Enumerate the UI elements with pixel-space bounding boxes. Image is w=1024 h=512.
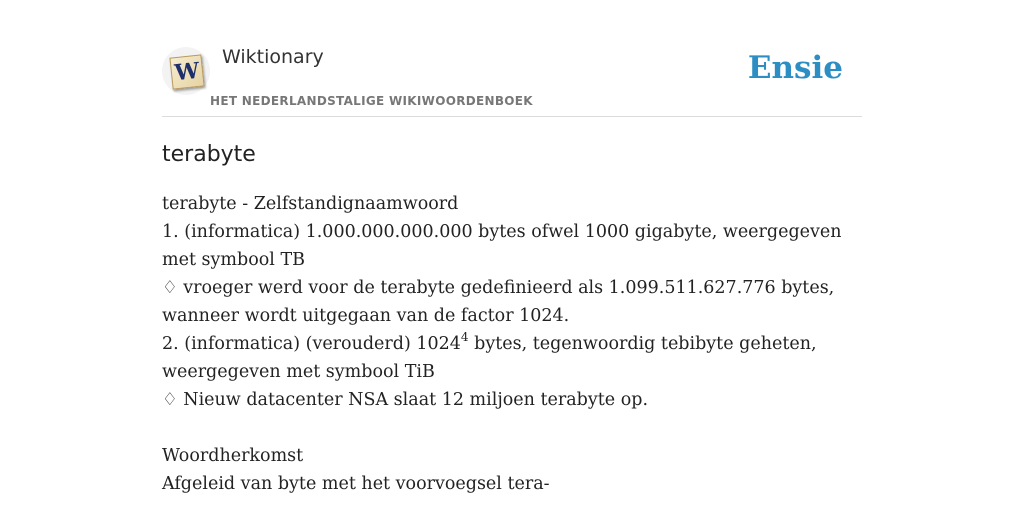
- entry-title: terabyte: [162, 142, 256, 167]
- spacer: [162, 414, 862, 442]
- entry-body: [162, 190, 862, 498]
- site-header: [162, 0, 862, 117]
- definition-2-text: 2. (informatica) (verouderd) 1024: [162, 334, 461, 354]
- etymology-heading: Woordherkomst: [162, 446, 304, 466]
- etymology-text: Afgeleid van byte met het voorvoegsel tera-: [162, 474, 550, 494]
- site-tagline: HET NEDERLANDSTALIGE WIKIWOORDENBOEK: [210, 94, 533, 108]
- definition-2: [162, 330, 862, 386]
- example-2: ♢ Nieuw datacenter NSA slaat 12 miljoen terabyte op.: [162, 390, 649, 410]
- exponent: 4: [460, 330, 469, 345]
- wiktionary-logo[interactable]: [162, 47, 210, 95]
- word-class-line: terabyte - Zelfstandignaamwoord: [162, 194, 459, 214]
- definition-1: 1. (informatica) 1.000.000.000.000 bytes ofwel 1000 gigabyte, weergegeven met symbool TB: [162, 222, 842, 270]
- ensie-brand-link[interactable]: Ensie: [747, 50, 843, 86]
- definition-2-rest: bytes, tegenwoordig tebibyte geheten, weergegeven met symbool TiB: [162, 334, 817, 382]
- example-1: ♢ vroeger werd voor de terabyte gedefinieerd als 1.099.511.627.776 bytes, wanneer wordt uitgegaan van de factor 1024.: [162, 278, 835, 326]
- wiktionary-logo-icon: W: [169, 54, 204, 89]
- entry-content: [162, 139, 862, 498]
- site-name[interactable]: Wiktionary: [222, 46, 324, 68]
